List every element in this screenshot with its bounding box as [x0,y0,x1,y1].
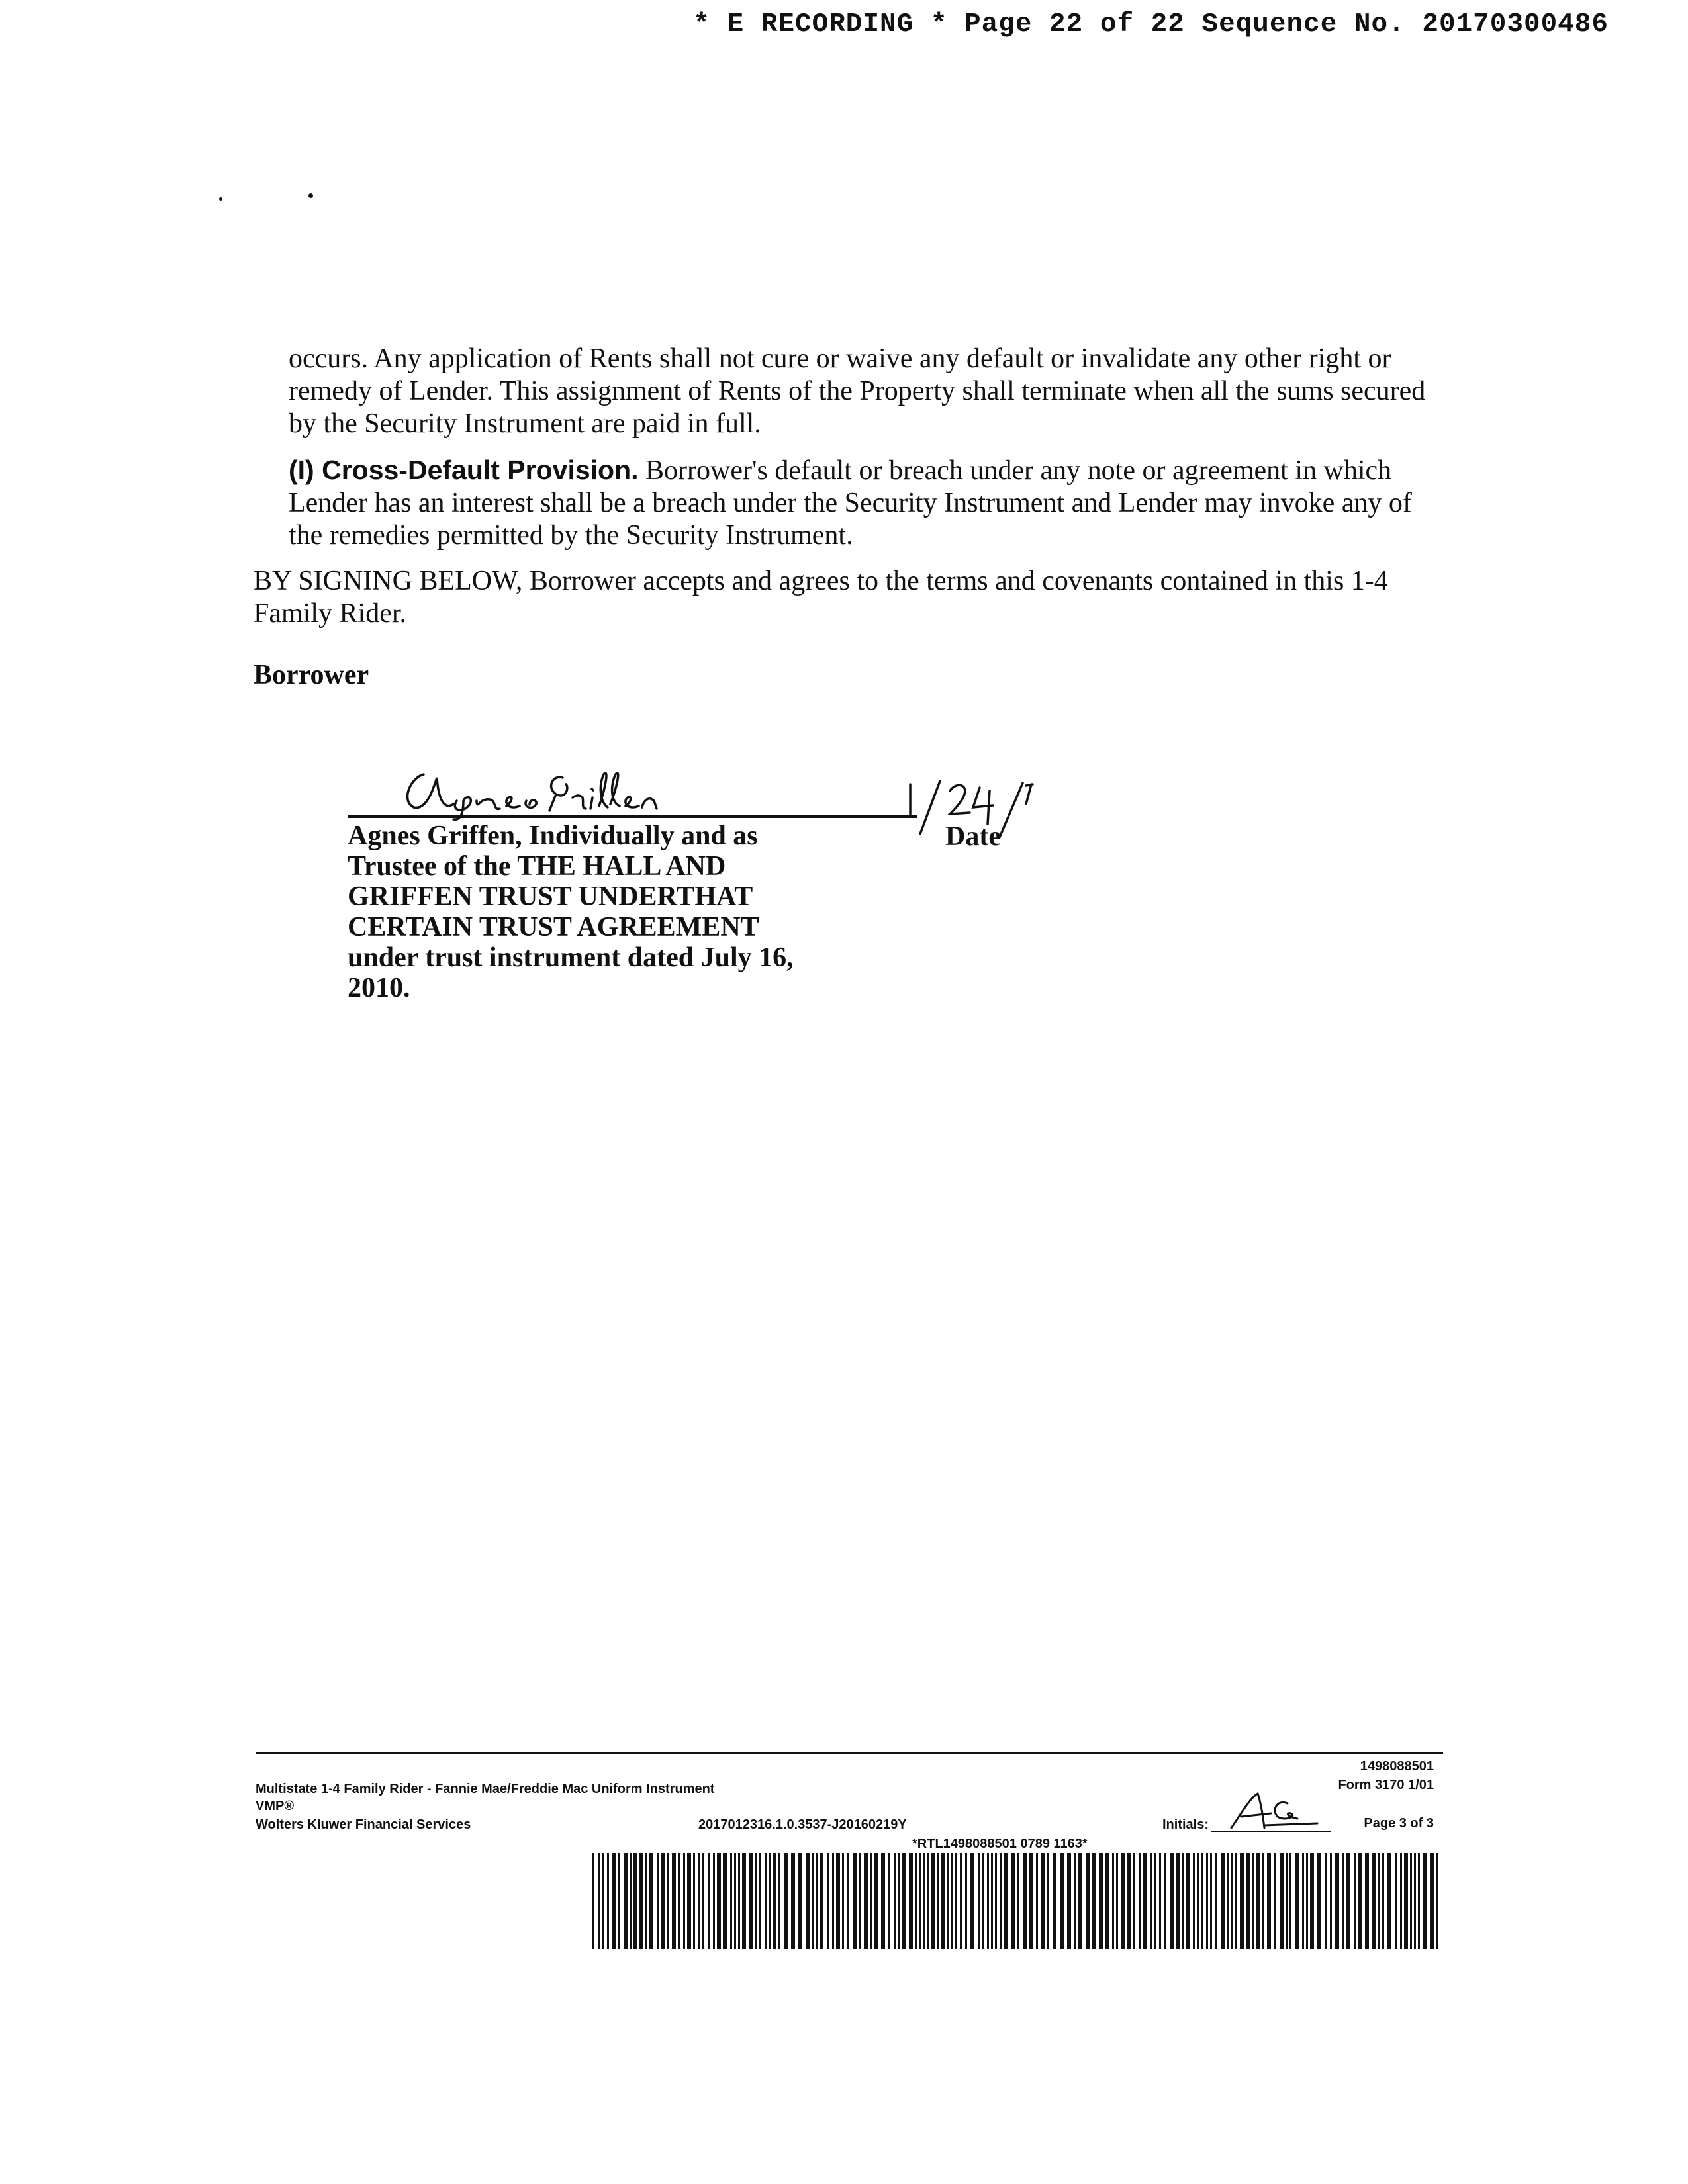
barcode-bar [820,1853,823,1949]
barcode-bar [1201,1853,1203,1949]
barcode-bar [1105,1853,1109,1949]
barcode-bar [1289,1853,1291,1949]
barcode-bar [618,1853,620,1949]
initials-label: Initials: [1162,1817,1209,1832]
signer-line: 2010. [348,973,410,1003]
barcode-bar [645,1853,647,1949]
barcode-bar [1041,1853,1045,1949]
barcode-bar [698,1853,700,1949]
barcode-bar [927,1853,929,1949]
barcode-bar [827,1853,829,1949]
barcode-bar [951,1853,953,1949]
barcode-bar [708,1853,710,1949]
barcode-bar [1127,1853,1131,1949]
barcode-bar [702,1853,704,1949]
barcode-bar [909,1853,913,1949]
barcode-bar [723,1853,727,1949]
barcode-bar [870,1853,872,1949]
signer-line: CERTAIN TRUST AGREEMENT [348,912,759,942]
barcode-bar [630,1853,632,1949]
barcode-bar [683,1853,685,1949]
barcode-bar [864,1853,868,1949]
barcode-bar [1206,1853,1208,1949]
barcode-bar [1159,1853,1161,1949]
barcode-bar [1246,1853,1250,1949]
barcode-bar [1404,1853,1408,1949]
barcode-bar [832,1853,834,1949]
barcode-bar [713,1853,715,1949]
footer-doc-code: 2017012316.1.0.3537-J20160219Y [698,1817,907,1832]
footer-form-number: Form 3170 1/01 [1338,1778,1434,1792]
barcode-bar [749,1853,753,1949]
handwritten-initials [1225,1787,1324,1833]
barcode-bar [1133,1853,1135,1949]
barcode-bar [894,1853,896,1949]
barcode-bar [773,1853,776,1949]
barcode-bar [678,1853,680,1949]
barcode-bar [941,1853,945,1949]
barcode-bar [667,1853,669,1949]
barcode-bar [987,1853,989,1949]
barcode-bar [1231,1853,1233,1949]
footer-page-number: Page 3 of 3 [1364,1816,1434,1831]
barcode-bar [755,1853,757,1949]
barcode-bar [1400,1853,1402,1949]
barcode-bar [1000,1853,1002,1949]
barcode-bar [1004,1853,1008,1949]
barcode-bar [717,1853,721,1949]
barcode-bar [1280,1853,1284,1949]
signer-line: GRIFFEN TRUST UNDERTHAT [348,882,753,912]
barcode-bar [881,1853,885,1949]
barcode-bar [923,1853,925,1949]
footer-rule [256,1752,1443,1754]
barcode-bar [624,1853,628,1949]
barcode-bar [931,1853,935,1949]
barcode-bar [607,1853,609,1949]
barcode-bar [955,1853,957,1949]
barcode-bar [978,1853,980,1949]
footer-vmp: VMP® [256,1799,295,1813]
barcode-bar [1354,1853,1356,1949]
scan-speck [308,193,313,198]
barcode-bar [1382,1853,1384,1949]
signature-line [348,815,917,818]
signer-block [348,821,851,1003]
footer-form-title: Multistate 1-4 Family Rider - Fannie Mae/Freddie Mac Uniform Instrument [256,1782,715,1796]
barcode-bar [687,1853,691,1949]
barcode-bar [791,1853,795,1949]
barcode-bar [1387,1853,1391,1949]
barcode-bar [1235,1853,1237,1949]
barcode-bar [1227,1853,1229,1949]
barcode-bar [806,1853,810,1949]
barcode-bar [1067,1853,1071,1949]
cross-default-text: Borrower's default or breach under any note or agreement in which Lender has an interest shall be a breach under the Security Instrument and Lender may invoke any of the remedies permitted by the Security Instrument. [289,455,1412,551]
barcode-bar [1358,1853,1362,1949]
barcode-bar [1430,1853,1434,1949]
barcode-bar [1418,1853,1420,1949]
barcode-bar [847,1853,849,1949]
barcode-bar [633,1853,637,1949]
barcode-bar [919,1853,921,1949]
barcode-bar [1342,1853,1344,1949]
barcode-bar [888,1853,890,1949]
barcode-bar [1410,1853,1412,1949]
barcode-bar [898,1853,900,1949]
barcode-bar [784,1853,788,1949]
barcode-bar [1112,1853,1114,1949]
signer-line: under trust instrument dated July 16, [348,942,794,973]
barcode-bar [1436,1853,1438,1949]
barcode-bar [982,1853,984,1949]
barcode-bar [1116,1853,1118,1949]
barcode-bar [1036,1853,1038,1949]
barcode-bar [853,1853,857,1949]
barcode-bar [1240,1853,1244,1949]
barcode-bar [1197,1853,1199,1949]
barcode-bar [970,1853,974,1949]
barcode-bar [661,1853,665,1949]
barcode-bar [1262,1853,1264,1949]
barcode-bar [592,1853,594,1949]
barcode-bar [1121,1853,1125,1949]
signer-line: Trustee of the THE HALL AND [348,851,726,882]
signing-statement: BY SIGNING BELOW, Borrower accepts and agrees to the terms and covenants contained in this 1-4 Family Rider. [254,566,1388,629]
barcode-bar [734,1853,736,1949]
barcode-bar [778,1853,780,1949]
barcode-bar [1274,1853,1276,1949]
barcode-bar [1210,1853,1212,1949]
barcode-bar [1023,1853,1027,1949]
barcode-bar [1302,1853,1304,1949]
barcode-bar [1053,1853,1056,1949]
barcode-bar [1017,1853,1019,1949]
barcode [592,1853,1443,1949]
barcode-bar [738,1853,740,1949]
barcode-bar [915,1853,917,1949]
barcode-bar [1074,1853,1076,1949]
barcode-bar [1215,1853,1217,1949]
barcode-bar [598,1853,600,1949]
barcode-bar [1011,1853,1015,1949]
scan-speck [219,197,222,201]
barcode-bar [1295,1853,1299,1949]
barcode-bar [1186,1853,1190,1949]
cross-default-title: (I) Cross-Default Provision. [289,455,639,485]
barcode-bar [1164,1853,1166,1949]
barcode-bar [1078,1853,1082,1949]
barcode-bar [693,1853,695,1949]
barcode-bar [1029,1853,1033,1949]
barcode-bar [672,1853,676,1949]
barcode-text: *RTL1498088501 0789 1163* [912,1837,1088,1851]
barcode-bar [1310,1853,1314,1949]
barcode-bar [730,1853,732,1949]
barcode-bar [995,1853,997,1949]
date-label: Date [945,821,1001,852]
barcode-bar [602,1853,604,1949]
footer-loan-number: 1498088501 [1360,1759,1434,1774]
barcode-bar [612,1853,616,1949]
barcode-bar [1423,1853,1427,1949]
barcode-bar [1395,1853,1397,1949]
barcode-bar [859,1853,861,1949]
barcode-bar [1143,1853,1147,1949]
barcode-bar [1256,1853,1260,1949]
barcode-bar [1154,1853,1156,1949]
barcode-bar [1325,1853,1327,1949]
barcode-bar [798,1853,802,1949]
barcode-bar [1086,1853,1090,1949]
barcode-bar [842,1853,844,1949]
barcode-bar [960,1853,962,1949]
recording-header: * E RECORDING * Page 22 of 22 Sequence No. 20170300486 [693,9,1609,40]
barcode-bar [836,1853,840,1949]
barcode-bar [937,1853,939,1949]
barcode-bar [769,1853,771,1949]
barcode-bar [1267,1853,1271,1949]
barcode-bar [1047,1853,1049,1949]
barcode-bar [1286,1853,1288,1949]
barcode-bar [902,1853,906,1949]
barcode-bar [965,1853,967,1949]
barcode-bar [991,1853,993,1949]
barcode-bar [1330,1853,1332,1949]
barcode-bar [1176,1853,1180,1949]
barcode-bar [1150,1853,1152,1949]
barcode-bar [742,1853,746,1949]
barcode-bar [1365,1853,1369,1949]
barcode-bar [1378,1853,1380,1949]
barcode-bar [1139,1853,1141,1949]
barcode-bar [1317,1853,1321,1949]
barcode-bar [874,1853,878,1949]
barcode-bar [1221,1853,1225,1949]
barcode-bar [1170,1853,1174,1949]
barcode-bar [812,1853,814,1949]
barcode-bar [639,1853,643,1949]
barcode-bar [1060,1853,1064,1949]
barcode-bar [816,1853,818,1949]
barcode-bar [947,1853,949,1949]
barcode-bar [1182,1853,1184,1949]
signer-line: Agnes Griffen, Individually and as [348,821,758,851]
barcode-bar [759,1853,761,1949]
barcode-bar [1099,1853,1103,1949]
barcode-bar [1252,1853,1254,1949]
barcode-bar [1335,1853,1339,1949]
barcode-bar [1092,1853,1096,1949]
barcode-bar [649,1853,653,1949]
handwritten-signature [397,748,675,821]
barcode-bar [765,1853,767,1949]
barcode-bar [1193,1853,1195,1949]
footer-publisher: Wolters Kluwer Financial Services [256,1817,471,1832]
barcode-bar [1306,1853,1308,1949]
barcode-bar [657,1853,659,1949]
barcode-bar [1414,1853,1416,1949]
cross-default-paragraph [289,454,1440,552]
barcode-bar [1372,1853,1376,1949]
borrower-label: Borrower [254,660,369,690]
barcode-bar [1346,1853,1350,1949]
rents-paragraph: occurs. Any application of Rents shall not cure or waive any default or invalidate any other right or remedy of Lender. This assignment of Rents of the Property shall terminate when all the sums secured by the Security Instrument are paid in full. [289,343,1426,439]
